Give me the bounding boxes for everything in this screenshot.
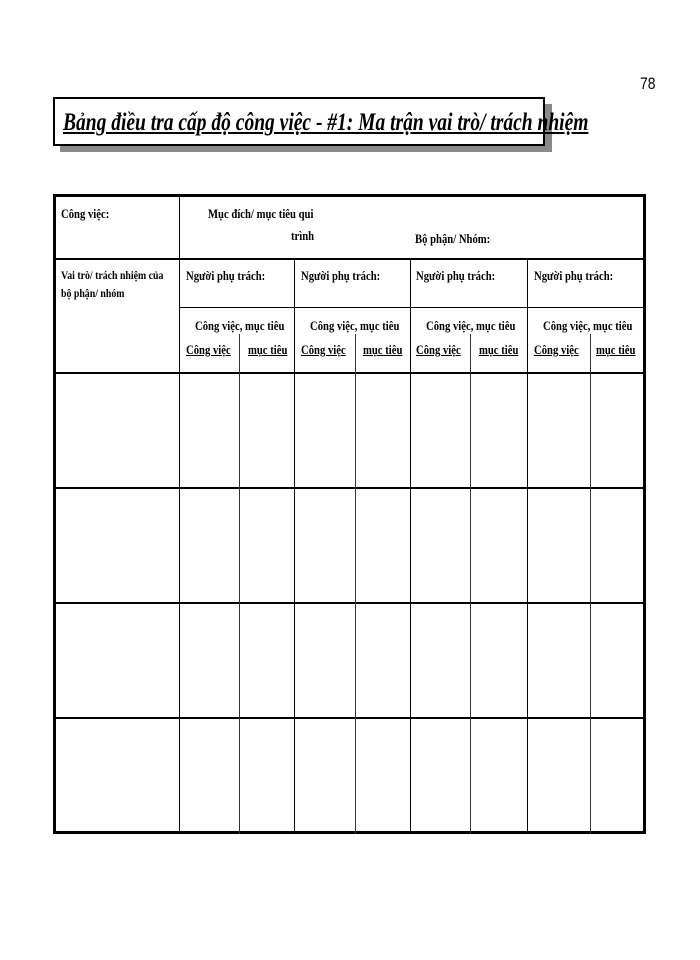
table-row <box>56 719 643 831</box>
header-divider-1 <box>53 258 646 260</box>
person-label-2: Người phụ trách: <box>301 268 381 283</box>
sub-task-label-1: Công việc <box>186 342 231 357</box>
sub-goal-label-3: mục tiêu <box>479 342 519 357</box>
person-label-4: Người phụ trách: <box>534 268 614 283</box>
task-goal-label-4: Công việc, mục tiêu <box>543 318 633 333</box>
header-divider-2 <box>179 307 646 308</box>
table-row <box>56 604 643 717</box>
page-number: 78 <box>640 74 656 93</box>
border-bottom <box>53 831 646 834</box>
role-cell[interactable] <box>56 604 179 717</box>
task-goal-label-1: Công việc, mục tiêu <box>195 318 285 333</box>
border-right <box>643 194 646 834</box>
role-cell[interactable] <box>56 489 179 602</box>
role-responsibility-matrix <box>53 194 646 834</box>
role-cell[interactable] <box>56 719 179 831</box>
sub-task-label-2: Công việc <box>301 342 346 357</box>
department-label: Bộ phận/ Nhóm: <box>415 231 491 246</box>
role-label-line1: Vai trò/ trách nhiệm của <box>61 268 164 282</box>
person-label-1: Người phụ trách: <box>186 268 266 283</box>
role-label-line2: bộ phận/ nhóm <box>61 286 125 300</box>
table-row <box>56 374 643 487</box>
sub-goal-label-2: mục tiêu <box>363 342 403 357</box>
task-goal-label-2: Công việc, mục tiêu <box>310 318 400 333</box>
job-label: Công việc: <box>61 206 110 221</box>
sub-goal-label-4: mục tiêu <box>596 342 636 357</box>
border-top <box>53 194 646 197</box>
role-cell[interactable] <box>56 374 179 487</box>
sub-goal-label-1: mục tiêu <box>248 342 288 357</box>
person-label-3: Người phụ trách: <box>416 268 496 283</box>
task-goal-label-3: Công việc, mục tiêu <box>426 318 516 333</box>
title-box <box>53 97 589 146</box>
purpose-label-line1: Mục đích/ mục tiêu qui <box>208 206 314 221</box>
table-row <box>56 489 643 602</box>
purpose-label-line2: trình <box>291 228 315 243</box>
sub-task-label-4: Công việc <box>534 342 579 357</box>
page-title: Bảng điều tra cấp độ công việc - #1: Ma trận vai trò/ trách nhiệm <box>63 109 589 136</box>
sub-task-label-3: Công việc <box>416 342 461 357</box>
